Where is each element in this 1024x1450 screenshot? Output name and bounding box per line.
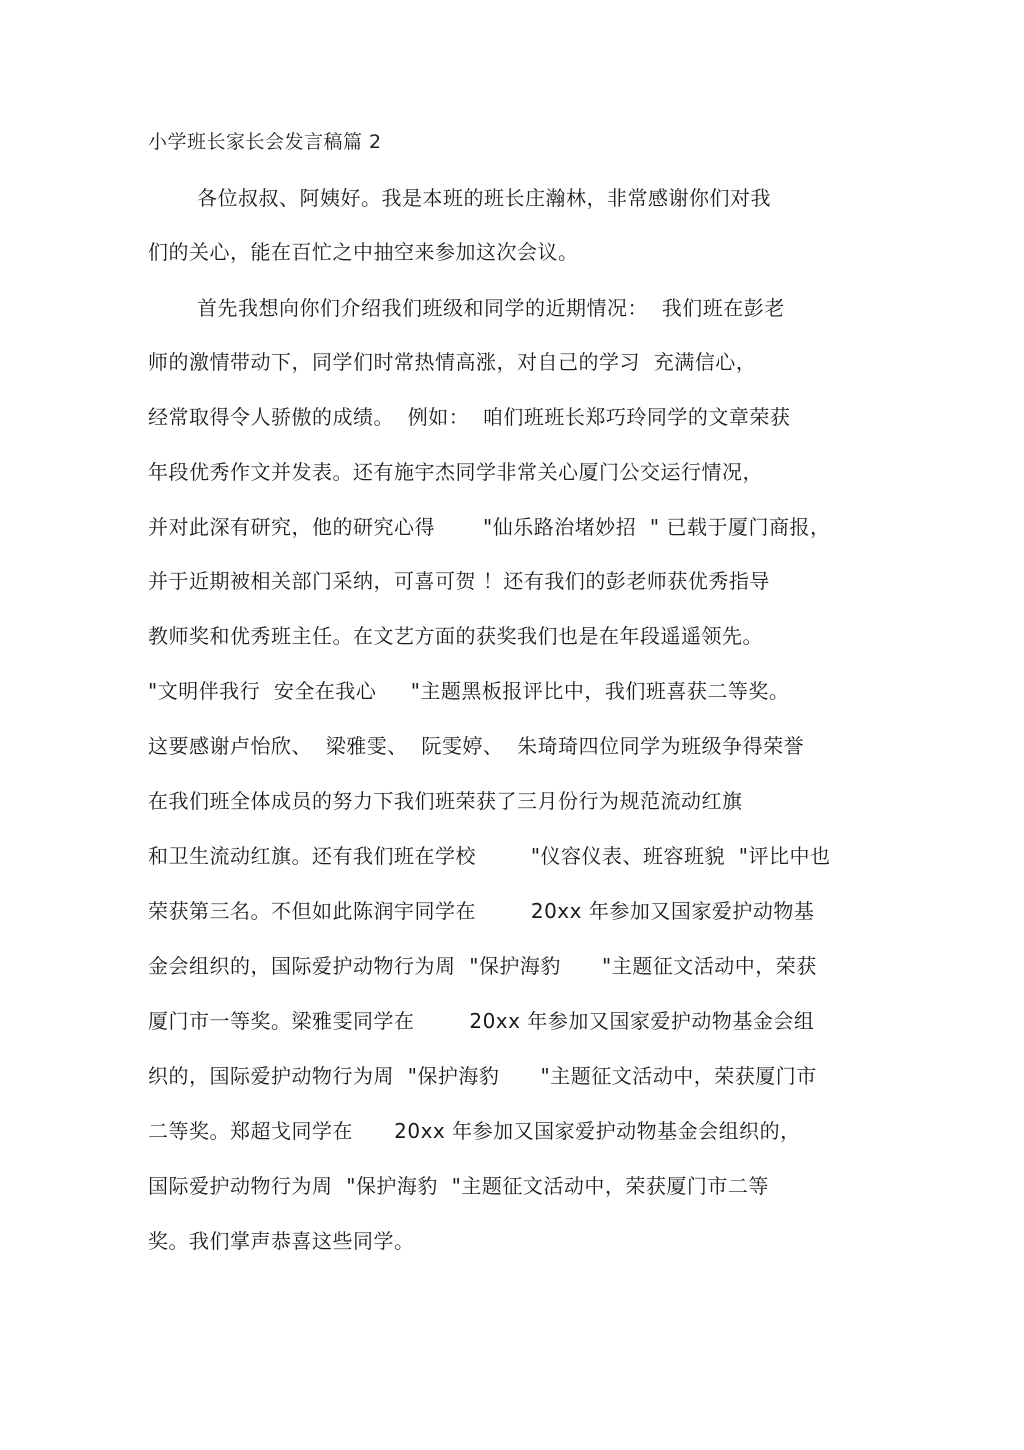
paragraph-line: 在我们班全体成员的努力下我们班荣获了三月份行为规范流动红旗 (148, 789, 743, 813)
paragraph-line: 二等奖。郑超戈同学在 20xx 年参加又国家爱护动物基金会组织的， (148, 1119, 801, 1143)
paragraph-line: 荣获第三名。不但如此陈润宇同学在 20xx 年参加又国家爱护动物基 (148, 899, 815, 923)
paragraph-line: 这要感谢卢怡欣、 梁雅雯、 阮雯婷、 朱琦琦四位同学为班级争得荣誉 (148, 734, 805, 758)
paragraph-line: 首先我想向你们介绍我们班级和同学的近期情况： 我们班在彭老 (197, 296, 785, 320)
paragraph-line: 并对此深有研究，他的研究心得 "仙乐路治堵妙招 " 已载于厦门商报， (148, 515, 831, 539)
document-title: 小学班长家长会发言稿篇 2 (148, 131, 382, 153)
paragraph-line: 经常取得令人骄傲的成绩。 例如： 咱们班班长郑巧玲同学的文章荣获 (148, 405, 791, 429)
paragraph-line: 各位叔叔、阿姨好。我是本班的班长庄瀚林，非常感谢你们对我 (197, 186, 771, 210)
paragraph-line: 厦门市一等奖。梁雅雯同学在 20xx 年参加又国家爱护动物基金会组 (148, 1009, 815, 1033)
paragraph-line: 织的，国际爱护动物行为周 "保护海豹 "主题征文活动中，荣获厦门市 (148, 1064, 817, 1088)
paragraph-line: 金会组织的，国际爱护动物行为周 "保护海豹 "主题征文活动中，荣获 (148, 954, 817, 978)
paragraph-line: 教师奖和优秀班主任。在文艺方面的获奖我们也是在年段遥遥领先。 (148, 624, 763, 648)
paragraph-line: 们的关心，能在百忙之中抽空来参加这次会议。 (148, 240, 579, 264)
paragraph-line: 国际爱护动物行为周 "保护海豹 "主题征文活动中，荣获厦门市二等 (148, 1174, 769, 1198)
paragraph-line: "文明伴我行 安全在我心 "主题黑板报评比中，我们班喜获二等奖。 (148, 679, 790, 703)
paragraph-line: 年段优秀作文并发表。还有施宇杰同学非常关心厦门公交运行情况， (148, 460, 763, 484)
paragraph-line: 和卫生流动红旗。还有我们班在学校 "仪容仪表、班容班貌 "评比中也 (148, 844, 831, 868)
paragraph-line: 师的激情带动下，同学们时常热情高涨，对自己的学习 充满信心， (148, 350, 757, 374)
paragraph-line: 并于近期被相关部门采纳，可喜可贺 ！还有我们的彭老师获优秀指导 (148, 569, 770, 593)
paragraph-line: 奖。我们掌声恭喜这些同学。 (148, 1229, 415, 1253)
